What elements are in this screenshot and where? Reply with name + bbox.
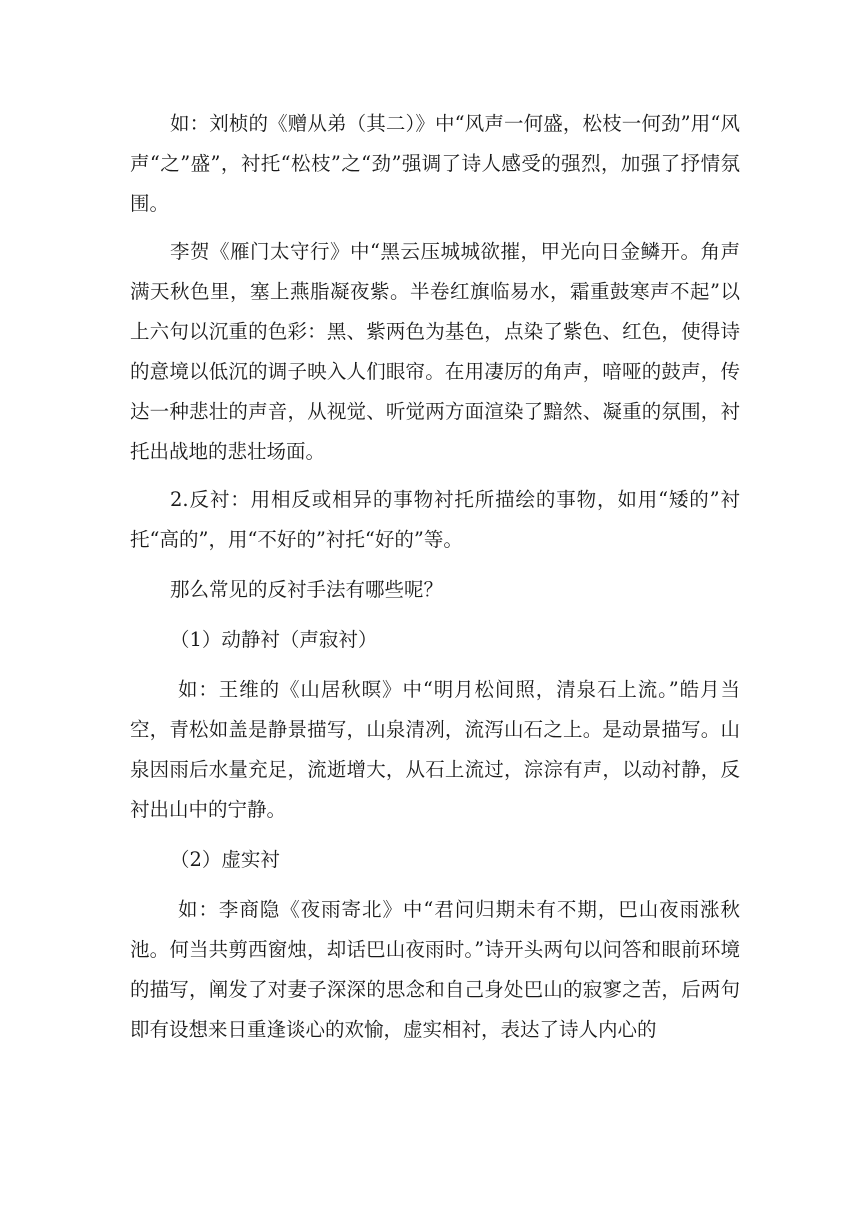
body-text (130, 104, 740, 1050)
subheading-virtual-real: （2）虚实衬 (170, 848, 280, 871)
paragraph-example-lishangyin: 如：李商隐《夜雨寄北》中“君问归期未有不期，巴山夜雨涨秋池。何当共剪西窗烛，却话巴山夜雨时。”诗开头两句以问答和眼前环境的描写，阐发了对妻子深深的思念和自己身处巴山的寂寥之苦，后两句即有设想来日重逢谈心的欢愉，虚实相衬，表达了诗人内心的 (130, 898, 740, 1041)
subheading-motion-stillness: （1）动静衬（声寂衬） (170, 628, 378, 651)
paragraph-example-liuzhen: 如：刘桢的《赠从弟（其二）》中“风声一何盛，松枝一何劲”用“风声“之”盛”，衬托“松枝”之“劲”强调了诗人感受的强烈，加强了抒情氛围。 (130, 112, 740, 215)
paragraph-example-wangwei: 如：王维的《山居秋暝》中“明月松间照，清泉石上流。”皓月当空，青松如盖是静景描写，山泉清冽，流泻山石之上。是动景描写。山泉因雨后水量充足，流逝增大，从石上流过，淙淙有声，以动衬静，反衬出山中的宁静。 (130, 678, 740, 821)
paragraph-example-lihe: 李贺《雁门太守行》中“黑云压城城欲摧，甲光向日金鳞开。角声满天秋色里，塞上燕脂凝夜紫。半卷红旗临易水，霜重鼓寒声不起”以上六句以沉重的色彩：黑、紫两色为基色，点染了紫色、红色，使得诗的意境以低沉的调子映入人们眼帘。在用凄厉的角声，喑哑的鼓声，传达一种悲壮的声音，从视觉、听觉两方面渲染了黯然、凝重的氛围，衬托出战地的悲壮场面。 (130, 240, 740, 463)
paragraph-question: 那么常见的反衬手法有哪些呢？ (170, 578, 444, 601)
paragraph-contrast-definition: 2.反衬：用相反或相异的事物衬托所描绘的事物，如用“矮的”衬托“高的”，用“不好的”衬托“好的”等。 (130, 488, 740, 551)
